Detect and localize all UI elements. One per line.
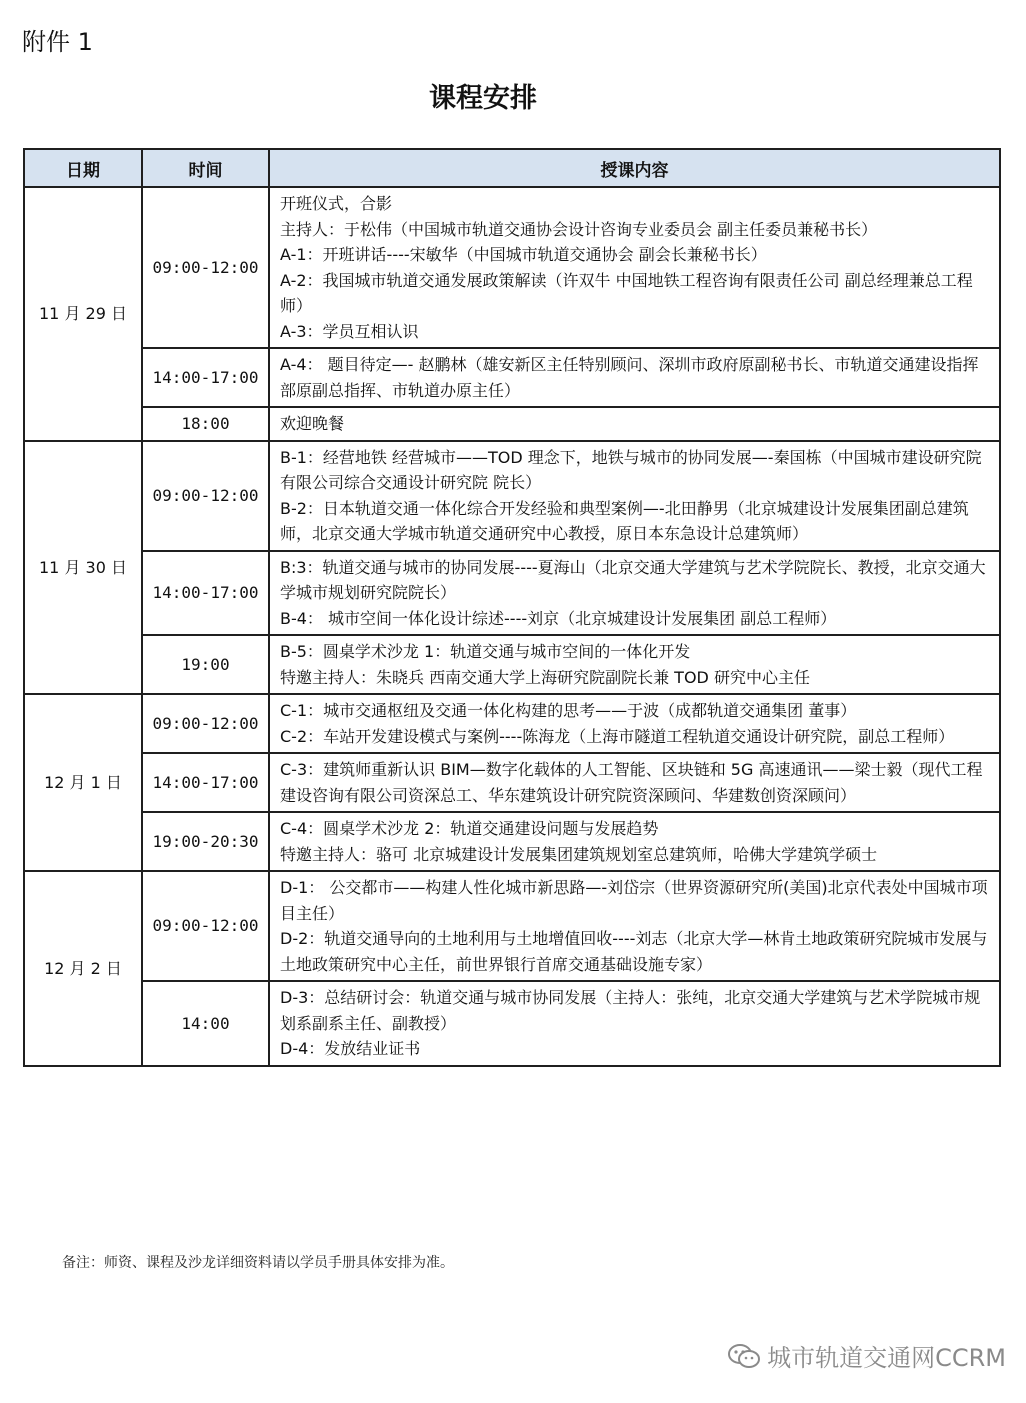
table-row [24,551,1000,636]
content-line: A-2：我国城市轨道交通发展政策解读（许双牛 中国地铁工程咨询有限责任公司 副总经理兼总工程师） [280,270,973,315]
content-cell [269,551,1000,636]
table-row [24,753,1000,812]
header-date: 日期 [24,149,142,187]
content-line: D-1： 公交都市——构建人性化城市新思路—-刘岱宗（世界资源研究所(美国)北京代表处中国城市项目主任） [280,878,988,923]
content-cell [269,407,1000,441]
content-line: 特邀主持人：朱晓兵 西南交通大学上海研究院副院长兼 TOD 研究中心主任 [280,667,810,687]
content-line: 开班仪式，合影 [280,194,393,213]
time-cell: 09:00-12:00 [142,187,269,348]
content-line: B-2：日本轨道交通一体化综合开发经验和典型案例—-北田静男（北京城建设计发展集团副总建筑师，北京交通大学城市轨道交通研究中心教授，原日本东急设计总建筑师） [280,498,969,543]
table-row [24,441,1000,551]
watermark [727,1338,1006,1373]
table-row [24,812,1000,871]
table-row [24,694,1000,753]
content-line: B-1：经营地铁 经营城市——TOD 理念下，地铁与城市的协同发展—-秦国栋（中国城市建设研究院有限公司综合交通设计研究院 院长） [280,447,982,492]
time-cell: 19:00 [142,635,269,694]
date-cell: 11 月 29 日 [24,187,142,441]
content-line: 欢迎晚餐 [280,414,345,433]
table-header-row [24,149,1000,187]
table-row [24,187,1000,348]
time-cell: 14:00 [142,981,269,1066]
content-line: B-4： 城市空间一体化设计综述----刘京（北京城建设计发展集团 副总工程师） [280,608,837,628]
time-cell: 14:00-17:00 [142,551,269,636]
content-line: C-1：城市交通枢纽及交通一体化构建的思考——于波（成都轨道交通集团 董事） [280,701,857,720]
content-line: A-4： 题目待定—- 赵鹏林（雄安新区主任特别顾问、深圳市政府原副秘书长、市轨道交通建设指挥部原副总指挥、市轨道办原主任） [280,355,979,400]
time-cell: 14:00-17:00 [142,348,269,407]
content-cell [269,812,1000,871]
content-cell [269,871,1000,981]
content-line: A-1：开班讲话----宋敏华（中国城市轨道交通协会 副会长兼秘书长） [280,245,767,264]
content-line: D-3：总结研讨会：轨道交通与城市协同发展（主持人：张纯，北京交通大学建筑与艺术学院城市规划系副系主任、副教授） [280,988,981,1033]
table-row [24,981,1000,1066]
table-row [24,348,1000,407]
content-cell [269,753,1000,812]
date-cell: 11 月 30 日 [24,441,142,695]
table-row [24,407,1000,441]
content-cell [269,187,1000,348]
wechat-icon [727,1342,761,1370]
footnote: 备注：师资、课程及沙龙详细资料请以学员手册具体安排为准。 [62,1255,454,1271]
schedule-body [24,187,1000,1066]
content-cell [269,441,1000,551]
content-line: B:3：轨道交通与城市的协同发展----夏海山（北京交通大学建筑与艺术学院院长、教授，北京交通大学城市规划研究院院长） [280,557,986,602]
attachment-label: 附件 1 [22,28,93,56]
table-row [24,871,1000,981]
time-cell: 18:00 [142,407,269,441]
content-line: C-3：建筑师重新认识 BIM—数字化载体的人工智能、区块链和 5G 高速通讯——梁士毅（现代工程建设咨询有限公司资深总工、华东建筑设计研究院资深顾问、华建数创资深顾问） [280,760,983,805]
time-cell: 14:00-17:00 [142,753,269,812]
header-content: 授课内容 [269,149,1000,187]
watermark-text: 城市轨道交通网CCRM [767,1344,1006,1372]
content-line: C-4：圆桌学术沙龙 2：轨道交通建设问题与发展趋势 [280,819,659,838]
content-line: 主持人：于松伟（中国城市轨道交通协会设计咨询专业委员会 副主任委员兼秘书长） [280,219,878,239]
time-cell: 09:00-12:00 [142,441,269,551]
content-cell [269,694,1000,753]
content-line: A-3：学员互相认识 [280,321,419,341]
schedule-table [23,148,1001,1067]
date-cell: 12 月 1 日 [24,694,142,871]
content-line: B-5：圆桌学术沙龙 1：轨道交通与城市空间的一体化开发 [280,642,691,661]
content-cell [269,981,1000,1066]
date-cell: 12 月 2 日 [24,871,142,1066]
content-cell [269,348,1000,407]
content-cell [269,635,1000,694]
header-time: 时间 [142,149,269,187]
content-line: 特邀主持人：骆可 北京城建设计发展集团建筑规划室总建筑师，哈佛大学建筑学硕士 [280,844,878,864]
time-cell: 09:00-12:00 [142,871,269,981]
time-cell: 09:00-12:00 [142,694,269,753]
page-title: 课程安排 [429,83,537,114]
content-line: D-2：轨道交通导向的土地利用与土地增值回收----刘志（北京大学—林肯土地政策研究院城市发展与土地政策研究中心主任，前世界银行首席交通基础设施专家） [280,929,988,974]
content-line: D-4：发放结业证书 [280,1039,421,1058]
content-line: C-2：车站开发建设模式与案例----陈海龙（上海市隧道工程轨道交通设计研究院，副总工程师） [280,726,955,746]
time-cell: 19:00-20:30 [142,812,269,871]
table-row [24,635,1000,694]
